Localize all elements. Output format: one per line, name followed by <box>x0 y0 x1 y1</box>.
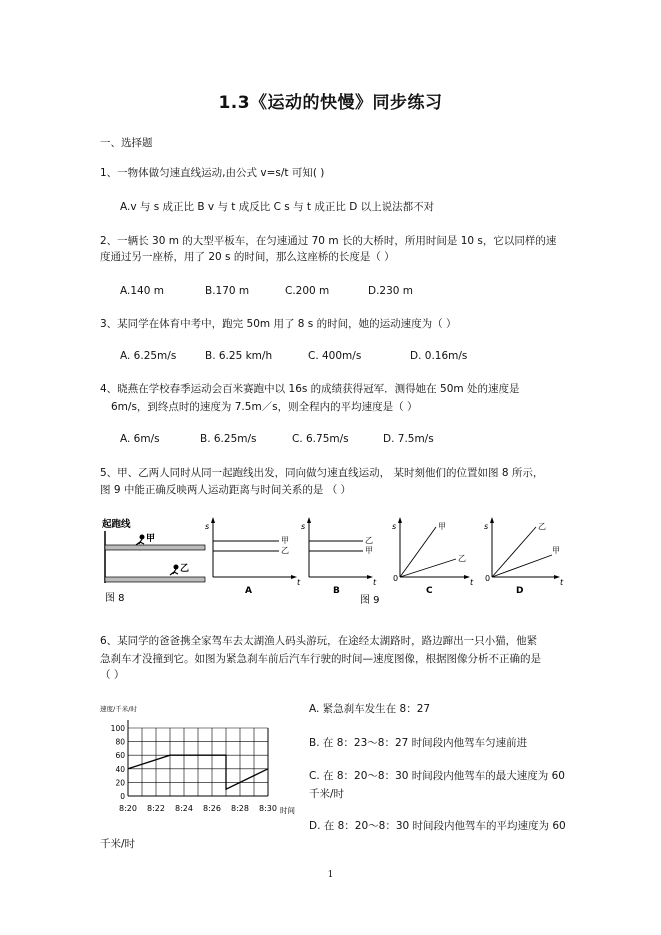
fig9-panel-d <box>484 517 564 596</box>
x-axis-label: 时间 <box>280 806 295 815</box>
series-line-steep <box>400 527 436 577</box>
svg-text:甲: 甲 <box>281 536 289 545</box>
fig9-panel-a <box>205 517 301 596</box>
y-tick-label: 60 <box>115 751 125 761</box>
x-tick-label: 8:22 <box>147 804 165 813</box>
q3-option-a: A. 6.25m/s <box>120 350 177 362</box>
svg-text:乙: 乙 <box>281 546 289 555</box>
page-title: 1.3《运动的快慢》同步练习 <box>218 93 443 113</box>
q1-options: A.v 与 s 成正比 B v 与 t 成反比 C s 与 t 成正比 D 以上说法都不对 <box>120 201 435 213</box>
svg-text:s: s <box>205 522 210 531</box>
q6-option-c-line2: 千米/时 <box>309 788 345 800</box>
runner-a-label: 甲 <box>146 534 156 544</box>
q6-option-d-line1: D. 在 8：20～8：30 时间段内他驾车的平均速度为 60 <box>309 820 566 832</box>
q2-option-c: C.200 m <box>285 285 330 297</box>
figure-9-caption: 图 9 <box>360 595 380 606</box>
x-tick-label: 8:28 <box>231 804 249 813</box>
svg-text:甲: 甲 <box>365 546 373 555</box>
runner-a-icon <box>140 535 145 540</box>
svg-text:乙: 乙 <box>365 536 373 545</box>
chart-grid <box>128 720 268 796</box>
svg-text:t: t <box>470 578 474 587</box>
svg-text:甲: 甲 <box>438 522 446 531</box>
x-tick-label: 8:24 <box>175 804 193 813</box>
q4-option-c: C. 6.75m/s <box>292 433 349 445</box>
q4-option-a: A. 6m/s <box>120 433 160 445</box>
svg-text:t: t <box>373 578 377 587</box>
q3-stem: 3、某同学在体育中考中，跑完 50m 用了 8 s 的时间，她的运动速度为（ ） <box>100 318 457 330</box>
q6-option-a: A. 紧急刹车发生在 8：27 <box>309 703 431 715</box>
lane-divider-top <box>105 545 205 550</box>
q2-option-b: B.170 m <box>205 285 250 297</box>
section-heading: 一、选择题 <box>100 137 153 149</box>
figure-8-9 <box>100 515 570 610</box>
q5-stem-line1: 5、甲、乙两人同时从同一起跑线出发，同向做匀速直线运动， 某时刻他们的位置如图 8 所示， <box>100 467 544 479</box>
q5-stem-line2: 图 9 中能正确反映两人运动距离与时间关系的是 （ ） <box>100 484 352 496</box>
x-tick-label: 8:30 <box>259 804 277 813</box>
svg-text:甲: 甲 <box>552 546 560 555</box>
svg-text:0: 0 <box>485 574 491 583</box>
series-line-shallow <box>400 559 456 577</box>
runner-b-label: 乙 <box>180 564 190 574</box>
page-number: 1 <box>327 870 334 880</box>
q4-stem-line1: 4、晓燕在学校春季运动会百米赛跑中以 16s 的成绩获得冠军．测得她在 50m 处的速度是 <box>100 383 520 395</box>
q4-option-d: D. 7.5m/s <box>383 433 434 445</box>
panel-letter: A <box>245 586 252 596</box>
fig9-panel-b <box>301 517 377 596</box>
figure-8-caption: 图 8 <box>105 593 125 604</box>
q1-stem: 1、一物体做匀速直线运动,由公式 v=s/t 可知( ) <box>100 167 325 179</box>
svg-text:t: t <box>297 578 301 587</box>
svg-text:乙: 乙 <box>458 554 466 563</box>
start-line-label: 起跑线 <box>102 519 131 530</box>
panel-letter: C <box>426 586 433 596</box>
panel-letter: D <box>516 586 524 596</box>
svg-text:乙: 乙 <box>538 522 546 531</box>
speed-time-chart <box>100 702 300 820</box>
y-axis-label: 速度/千米/时 <box>100 705 137 713</box>
fig9-panel-c <box>392 517 474 596</box>
y-tick-label: 20 <box>115 778 125 788</box>
q6-stem-line2: 急刹车才没撞到它。如图为紧急刹车前后汽车行驶的时间—速度图像，根据图像分析不正确的是 <box>100 653 541 665</box>
q3-option-c: C. 400m/s <box>308 350 362 362</box>
y-tick-label: 40 <box>115 764 125 774</box>
q3-option-b: B. 6.25 km/h <box>205 350 273 362</box>
svg-text:0: 0 <box>393 574 399 583</box>
series-line-steep <box>492 527 536 577</box>
svg-text:s: s <box>484 522 489 531</box>
x-tick-label: 8:26 <box>203 804 221 813</box>
svg-text:t: t <box>560 578 564 587</box>
q2-option-a: A.140 m <box>120 285 164 297</box>
y-tick-label: 0 <box>120 792 125 801</box>
q6-option-b: B. 在 8：23～8：27 时间段内他驾车匀速前进 <box>309 737 528 749</box>
q2-stem-line2: 度通过另一座桥，用了 20 s 的时间，那么这座桥的长度是（ ） <box>100 251 395 263</box>
runner-b-icon <box>174 565 179 570</box>
q6-stem-line3: （ ） <box>100 669 125 681</box>
q2-stem-line1: 2、一辆长 30 m 的大型平板车，在匀速通过 70 m 长的大桥时，所用时间是 10 s，它以同样的速 <box>100 235 557 247</box>
q3-option-d: D. 0.16m/s <box>410 350 468 362</box>
series-line-shallow <box>492 555 552 577</box>
q4-stem-line2: 6m/s，到终点时的速度为 7.5m／s，则全程内的平均速度是（ ） <box>111 401 418 413</box>
q6-option-c-line1: C. 在 8：20～8：30 时间段内他驾车的最大速度为 60 <box>309 770 565 782</box>
figure-8 <box>102 518 205 604</box>
lane-divider-bottom <box>105 577 205 582</box>
q2-option-d: D.230 m <box>368 285 414 297</box>
svg-text:s: s <box>301 522 306 531</box>
x-tick-label: 8:20 <box>119 804 137 813</box>
y-tick-label: 100 <box>110 724 125 733</box>
q4-option-b: B. 6.25m/s <box>200 433 257 445</box>
y-tick-label: 80 <box>115 737 125 747</box>
q6-option-d-line2: 千米/时 <box>100 838 136 850</box>
svg-text:s: s <box>392 522 397 531</box>
q6-stem-line1: 6、某同学的爸爸携全家驾车去太湖渔人码头游玩，在途经太湖路时，路边蹿出一只小猫，他紧 <box>100 635 538 647</box>
panel-letter: B <box>333 586 340 596</box>
